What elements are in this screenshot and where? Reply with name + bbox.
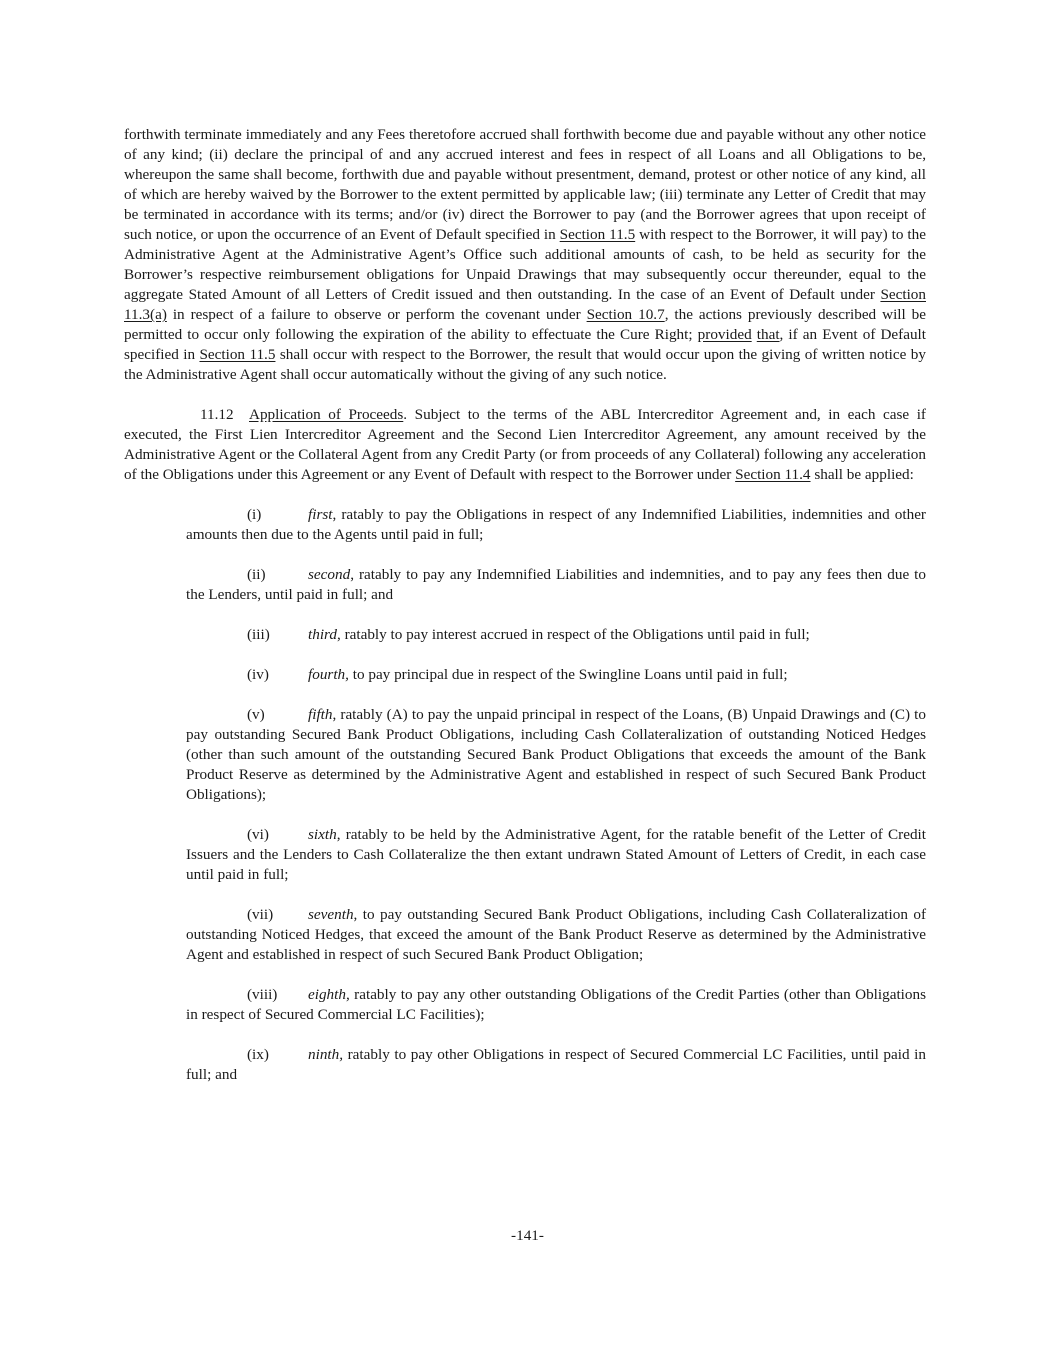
item-number: (ii) <box>247 566 266 583</box>
priority-word: third <box>308 626 337 643</box>
item-number: (viii) <box>247 986 278 1003</box>
priority-word: fourth, <box>308 666 349 683</box>
document-page <box>124 125 926 1105</box>
item-number: (ix) <box>247 1046 269 1063</box>
section-reference: Section 11.3(a) <box>124 286 926 323</box>
priority-word: fifth <box>308 706 333 723</box>
section-reference: Section 10.7 <box>586 306 665 323</box>
section-reference: Section 11.5 <box>559 226 636 243</box>
list-item <box>186 565 926 605</box>
item-number: (iii) <box>247 626 270 643</box>
item-number: (vii) <box>247 906 274 923</box>
section-11-12-paragraph: 11.12 Application of Proceeds. Subject to the terms of the ABL Intercreditor Agreement and, in each case if executed, the First Lien Intercreditor Agreement and the Second Lien Intercreditor Agreement, any amount received by the Administrative Agent or the Collateral Agent from any Credit Party (or from proceeds of any Collateral) following any acceleration of the Obligations under this Agreement or any Event of Default with respect to the Borrower under Section 11.4 shall be applied: <box>124 406 926 483</box>
section-number: 11.12 <box>200 406 234 423</box>
list-item <box>186 505 926 545</box>
section-reference: Section 11.4 <box>735 466 811 483</box>
item-number: (v) <box>247 706 265 723</box>
list-item <box>186 905 926 965</box>
priority-word: seventh <box>308 906 354 923</box>
item-number: (i) <box>247 506 262 523</box>
priority-word: first <box>308 506 333 523</box>
item-text: ratably to pay other Obligations in respect of Secured Commercial LC Facilities, until paid in full; and <box>186 1046 926 1083</box>
priority-word: second <box>308 566 351 583</box>
priority-word: eighth, <box>308 986 350 1003</box>
item-text: , ratably (A) to pay the unpaid principal in respect of the Loans, (B) Unpaid Drawings and (C) to pay outstanding Secured Bank Product Obligations, including Cash Collateralization of outstanding Noticed Hedges (other than such amount of the outstanding Secured Bank Product Obligations that exceeds the amount of the Bank Product Reserve as determined by the Administrative Agent and established in respect of such Secured Bank Product Obligations); <box>186 706 926 803</box>
that-term: that <box>756 326 780 343</box>
provided-term: provided <box>697 326 752 343</box>
proceeds-waterfall-list <box>124 505 926 1085</box>
item-text: to pay principal due in respect of the Swingline Loans until paid in full; <box>348 666 788 683</box>
priority-word: sixth <box>308 826 337 843</box>
list-item <box>186 825 926 885</box>
priority-word: ninth, <box>308 1046 344 1063</box>
section-title: Application of Proceeds <box>249 406 404 423</box>
list-item <box>186 625 926 645</box>
item-text: , ratably to pay any Indemnified Liabilities and indemnities, and to pay any fees then due to the Lenders, until paid in full; and <box>186 566 926 603</box>
page-number: -141- <box>511 1227 544 1244</box>
list-item <box>186 985 926 1025</box>
item-text: , ratably to pay interest accrued in respect of the Obligations until paid in full; <box>336 626 810 643</box>
list-item <box>186 1045 926 1085</box>
item-text: , ratably to be held by the Administrative Agent, for the ratable benefit of the Letter of Credit Issuers and the Lenders to Cash Collateralize the then extant undrawn Stated Amount of Letters of Credit, in each case until paid in full; <box>186 826 926 883</box>
list-item <box>186 705 926 805</box>
list-item <box>186 665 926 685</box>
item-text: ratably to pay any other outstanding Obligations of the Credit Parties (other than Obligations in respect of Secured Commercial LC Facilities); <box>186 986 926 1023</box>
item-text: , ratably to pay the Obligations in respect of any Indemnified Liabilities, indemnities and other amounts then due to the Agents until paid in full; <box>186 506 926 543</box>
item-number: (iv) <box>247 666 269 683</box>
item-number: (vi) <box>247 826 269 843</box>
section-reference: Section 11.5 <box>199 346 276 363</box>
item-text: , to pay outstanding Secured Bank Product Obligations, including Cash Collateralization of outstanding Noticed Hedges, that exceed the amount of the Bank Product Reserve as determined by the Administrative Agent and established in respect of such Secured Bank Product Obligation; <box>186 906 926 963</box>
remedies-paragraph: forthwith terminate immediately and any Fees theretofore accrued shall forthwith become due and payable without any other notice of any kind; (ii) declare the principal of and any accrued interest and fees in respect of all Loans and all Obligations to be, whereupon the same shall become, forthwith due and payable without presentment, demand, protest or other notice of any kind, all of which are hereby waived by the Borrower to the extent permitted by applicable law; (iii) terminate any Letter of Credit that may be terminated in accordance with its terms; and/or (iv) direct the Borrower to pay (and the Borrower agrees that upon receipt of such notice, or upon the occurrence of an Event of Default specified in Section 11.5 with respect to the Borrower, it will pay) to the Administrative Agent at the Administrative Agent’s Office such additional amounts of cash, to be held as security for the Borrower’s respective reimbursement obligations for Unpaid Drawings that may subsequently occur thereunder, equal to the aggregate Stated Amount of all Letters of Credit issued and then outstanding. In the case of an Event of Default under Section 11.3(a) in respect of a failure to observe or perform the covenant under Section 10.7, the actions previously described will be permitted to occur only following the expiration of the ability to effectuate the Cure Right; provided that, if an Event of Default specified in Section 11.5 shall occur with respect to the Borrower, the result that would occur upon the giving of written notice by the Administrative Agent shall occur automatically without the giving of any such notice. <box>124 126 927 383</box>
